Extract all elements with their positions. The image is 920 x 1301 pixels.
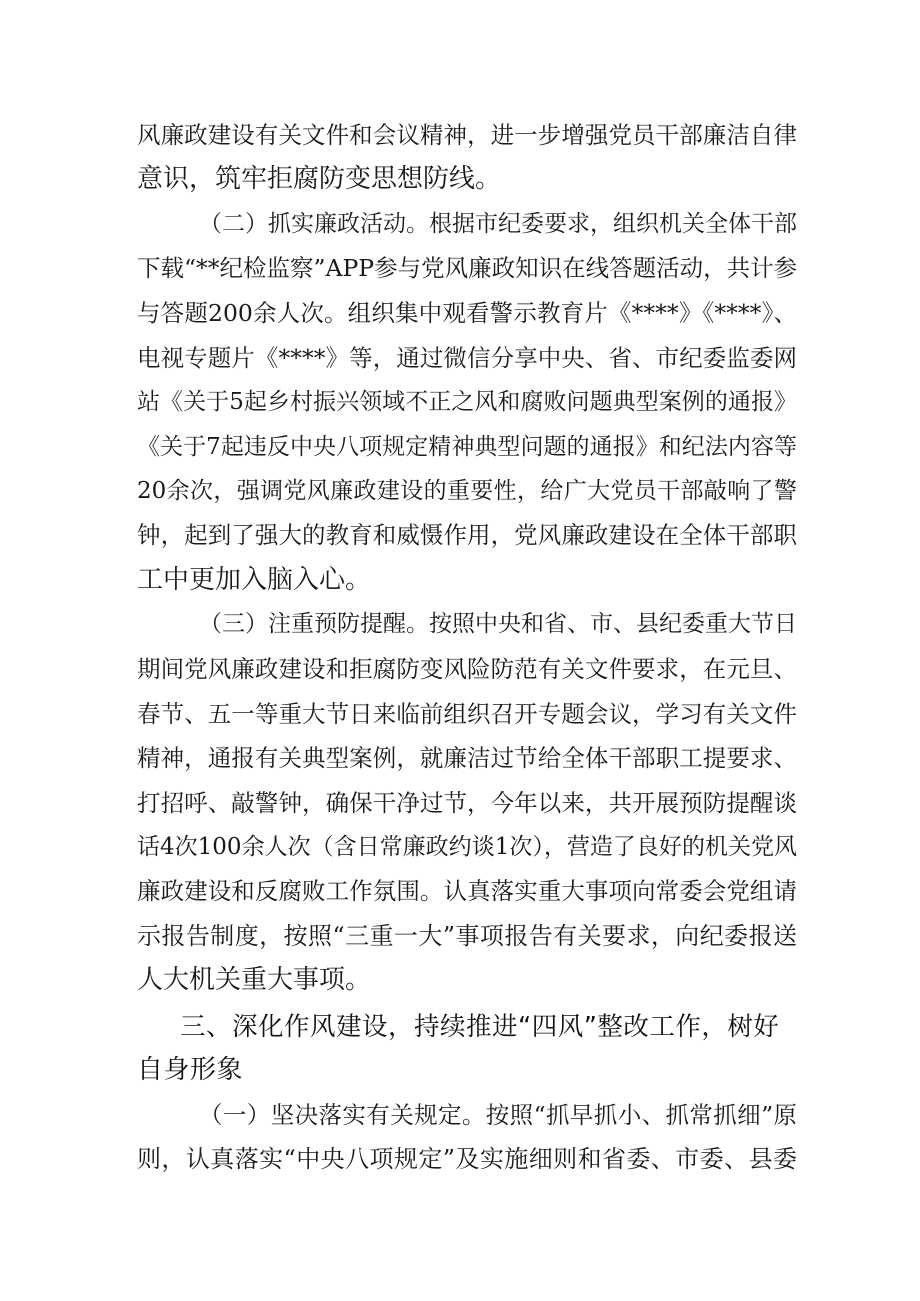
body-text-line: 则，认真落实“中央八项规定”及实施细则和省委、市委、县委 (137, 1145, 797, 1173)
section-2-paragraph-start: （二）抓实廉政活动。根据市纪委要求，组织机关全体干部 (199, 211, 797, 237)
body-text-line: 风廉政建设有关文件和会议精神，进一步增强党员干部廉洁自律 (137, 121, 797, 149)
body-text-line: 春节、五一等重大节日来临前组织召开专题会议，学习有关文件 (137, 700, 797, 728)
body-text-line: 站《关于5起乡村振兴领域不正之风和腐败问题典型案例的通报》 (137, 389, 797, 415)
body-text-line: 打招呼、敲警钟，确保干净过节，今年以来，共开展预防提醒谈 (137, 789, 797, 817)
body-text-line: 示报告制度，按照“三重一大”事项报告有关要求，向纪委报送 (137, 922, 797, 950)
body-text-line: 电视专题片《****》等，通过微信分享中央、省、市纪委监委网 (137, 344, 797, 372)
body-text-line: 20余次，强调党风廉政建设的重要性，给广大党员干部敲响了警 (137, 478, 797, 504)
body-text-line: 钟，起到了强大的教育和威慑作用，党风廉政建设在全体干部职 (137, 521, 797, 549)
chapter-heading-continued: 自身形象 (137, 1055, 244, 1085)
body-text-line: 意识，筑牢拒腐防变思想防线。 (137, 164, 502, 194)
body-text-line: 《关于7起违反中央八项规定精神典型问题的通报》和纪法内容等 (137, 434, 797, 460)
body-text-line: 下载“**纪检监察”APP参与党风廉政知识在线答题活动，共计参 (137, 254, 798, 282)
subsection-1-paragraph-start: （一）坚决落实有关规定。按照“抓早抓小、抓常抓细”原 (199, 1101, 797, 1129)
body-text-line: 期间党风廉政建设和拒腐防变风险防范有关文件要求，在元旦、 (137, 655, 797, 683)
body-text-line: 人大机关重大事项。 (137, 965, 372, 995)
body-text-line: 廉政建设和反腐败工作氛围。认真落实重大事项向常委会党组请 (137, 877, 797, 905)
body-text-line: 精神，通报有关典型案例，就廉洁过节给全体干部职工提要求、 (137, 744, 797, 772)
chapter-heading: 三、深化作风建设，持续推进“四风”整改工作，树好 (180, 1012, 780, 1042)
body-text-line: 工中更加入脑入心。 (137, 565, 372, 595)
body-text-line: 与答题200余人次。组织集中观看警示教育片《****》《****》、 (137, 299, 797, 327)
section-3-paragraph-start: （三）注重预防提醒。按照中央和省、市、县纪委重大节日 (199, 611, 797, 637)
body-text-line: 话4次100余人次（含日常廉政约谈1次），营造了良好的机关党风 (137, 834, 797, 860)
